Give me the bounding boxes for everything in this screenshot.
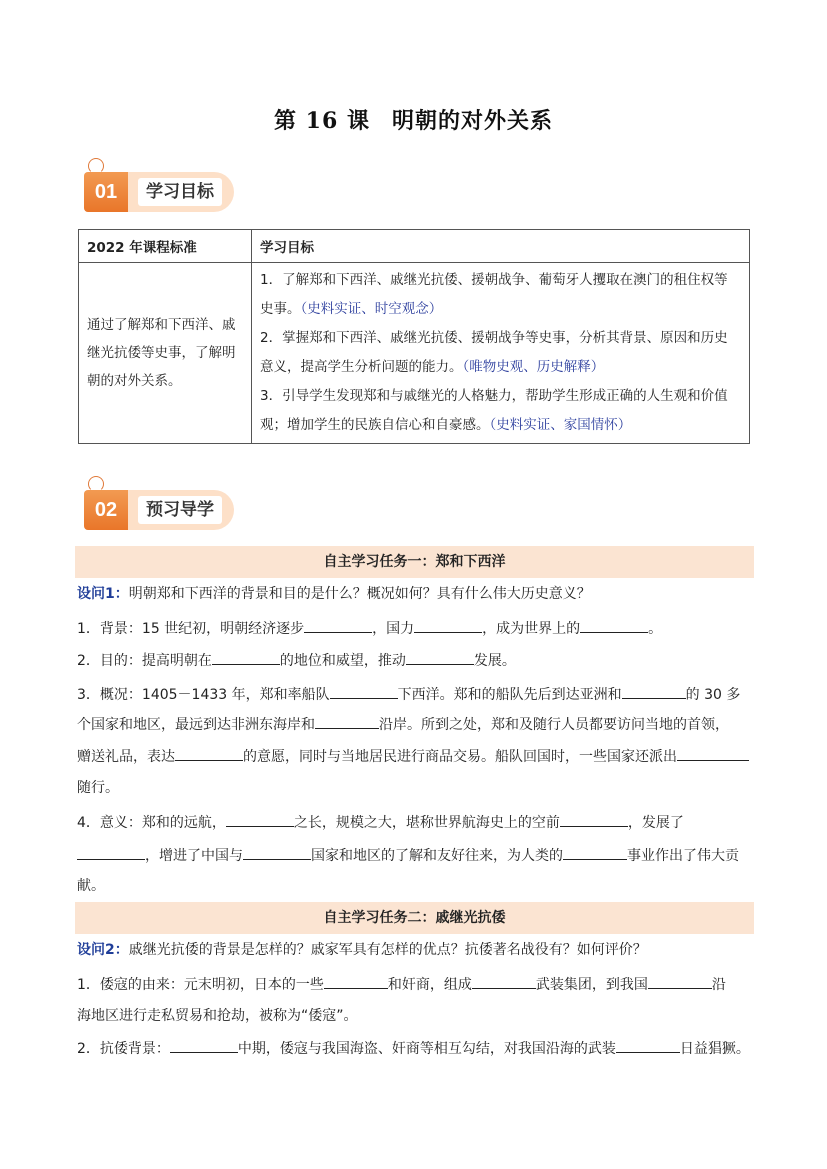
answer-blank[interactable] [616, 1038, 680, 1053]
text-line: 4．意义：郑和的远航， 之长，规模之大，堪称世界航海史上的空前 ，发展了 [77, 812, 753, 833]
question-2: 设问2：戚继光抗倭的背景是怎样的？戚家军具有怎样的优点？抗倭著名战役有？如何评价？ [77, 942, 647, 958]
text-line: 2．抗倭背景： 中期，倭寇与我国海盗、奸商等相互勾结，对我国沿海的武装 日益猖獗。 [77, 1038, 753, 1059]
objective-item: 3．引导学生发现郑和与戚继光的人格魅力，帮助学生形成正确的人生观和价值观；增加学生的民族自信心和自豪感。（史料实证、家国情怀） [260, 388, 728, 433]
answer-blank[interactable] [175, 746, 243, 761]
answer-blank[interactable] [330, 684, 398, 699]
section-badge-preview [84, 476, 244, 540]
answer-blank[interactable] [563, 845, 627, 860]
header-standard: 2022 年课程标准 [79, 230, 252, 263]
text-line: 2．目的：提高明朝在 的地位和威望，推动 发展。 [77, 650, 753, 671]
table-row [79, 263, 750, 444]
task1-title: 自主学习任务一：郑和下西洋 [75, 546, 754, 578]
answer-blank[interactable] [414, 618, 482, 633]
text-line: 个国家和地区，最远到达非洲东海岸和 沿岸。所到之处，郑和及随行人员都要访问当地的首领， [77, 714, 753, 735]
answer-blank[interactable] [677, 746, 749, 761]
answer-blank[interactable] [324, 974, 388, 989]
section-number: 01 [84, 172, 128, 212]
objectives-table [78, 229, 750, 444]
objective-item: 2．掌握郑和下西洋、戚继光抗倭、援朝战争等史事，分析其背景、原因和历史意义，提高学生分析问题的能力。（唯物史观、历史解释） [260, 330, 728, 375]
text-line: 随行。 [77, 780, 119, 796]
section-label: 学习目标 [138, 178, 222, 206]
text-line: 3．概况：1405－1433 年，郑和率船队 下西洋。郑和的船队先后到达亚洲和 的 30 多 [77, 684, 753, 705]
answer-blank[interactable] [560, 812, 628, 827]
answer-blank[interactable] [315, 714, 379, 729]
section-number: 02 [84, 490, 128, 530]
answer-blank[interactable] [406, 650, 474, 665]
header-objectives: 学习目标 [252, 230, 750, 263]
page-title [0, 104, 827, 135]
answer-blank[interactable] [472, 974, 536, 989]
task2-title: 自主学习任务二：戚继光抗倭 [75, 902, 754, 934]
answer-blank[interactable] [212, 650, 280, 665]
objective-item: 1．了解郑和下西洋、戚继光抗倭、援朝战争、葡萄牙人攫取在澳门的租住权等史事。（史料实证、时空观念） [260, 272, 728, 317]
text-line: 赠送礼品，表达 的意愿，同时与当地居民进行商品交易。船队回国时，一些国家还派出 [77, 746, 753, 767]
answer-blank[interactable] [243, 845, 311, 860]
standard-text: 通过了解郑和下西洋、戚继光抗倭等史事，了解明朝的对外关系。 [79, 263, 252, 444]
answer-blank[interactable] [226, 812, 294, 827]
question-1: 设问1：明朝郑和下西洋的背景和目的是什么？概况如何？具有什么伟大历史意义？ [77, 586, 591, 602]
text-line: 海地区进行走私贸易和抢劫，被称为“倭寇”。 [77, 1008, 358, 1024]
lesson-number: 第 16 课 [274, 108, 370, 134]
section-label: 预习导学 [138, 496, 222, 524]
answer-blank[interactable] [77, 845, 145, 860]
answer-blank[interactable] [170, 1038, 238, 1053]
section-badge-objectives [84, 158, 244, 222]
answer-blank[interactable] [580, 618, 648, 633]
text-line: 1．倭寇的由来：元末明初，日本的一些 和奸商，组成 武装集团，到我国 沿 [77, 974, 753, 995]
answer-blank[interactable] [648, 974, 712, 989]
answer-blank[interactable] [622, 684, 686, 699]
text-line: 1．背景：15 世纪初，明朝经济逐步 ，国力 ，成为世界上的 。 [77, 618, 753, 639]
text-line: ，增进了中国与 国家和地区的了解和友好往来，为人类的 事业作出了伟大贡 [77, 845, 753, 866]
lesson-name: 明朝的对外关系 [391, 108, 553, 134]
table-header-row [79, 230, 750, 263]
text-line: 献。 [77, 878, 105, 894]
objectives-cell [252, 263, 750, 444]
answer-blank[interactable] [304, 618, 372, 633]
